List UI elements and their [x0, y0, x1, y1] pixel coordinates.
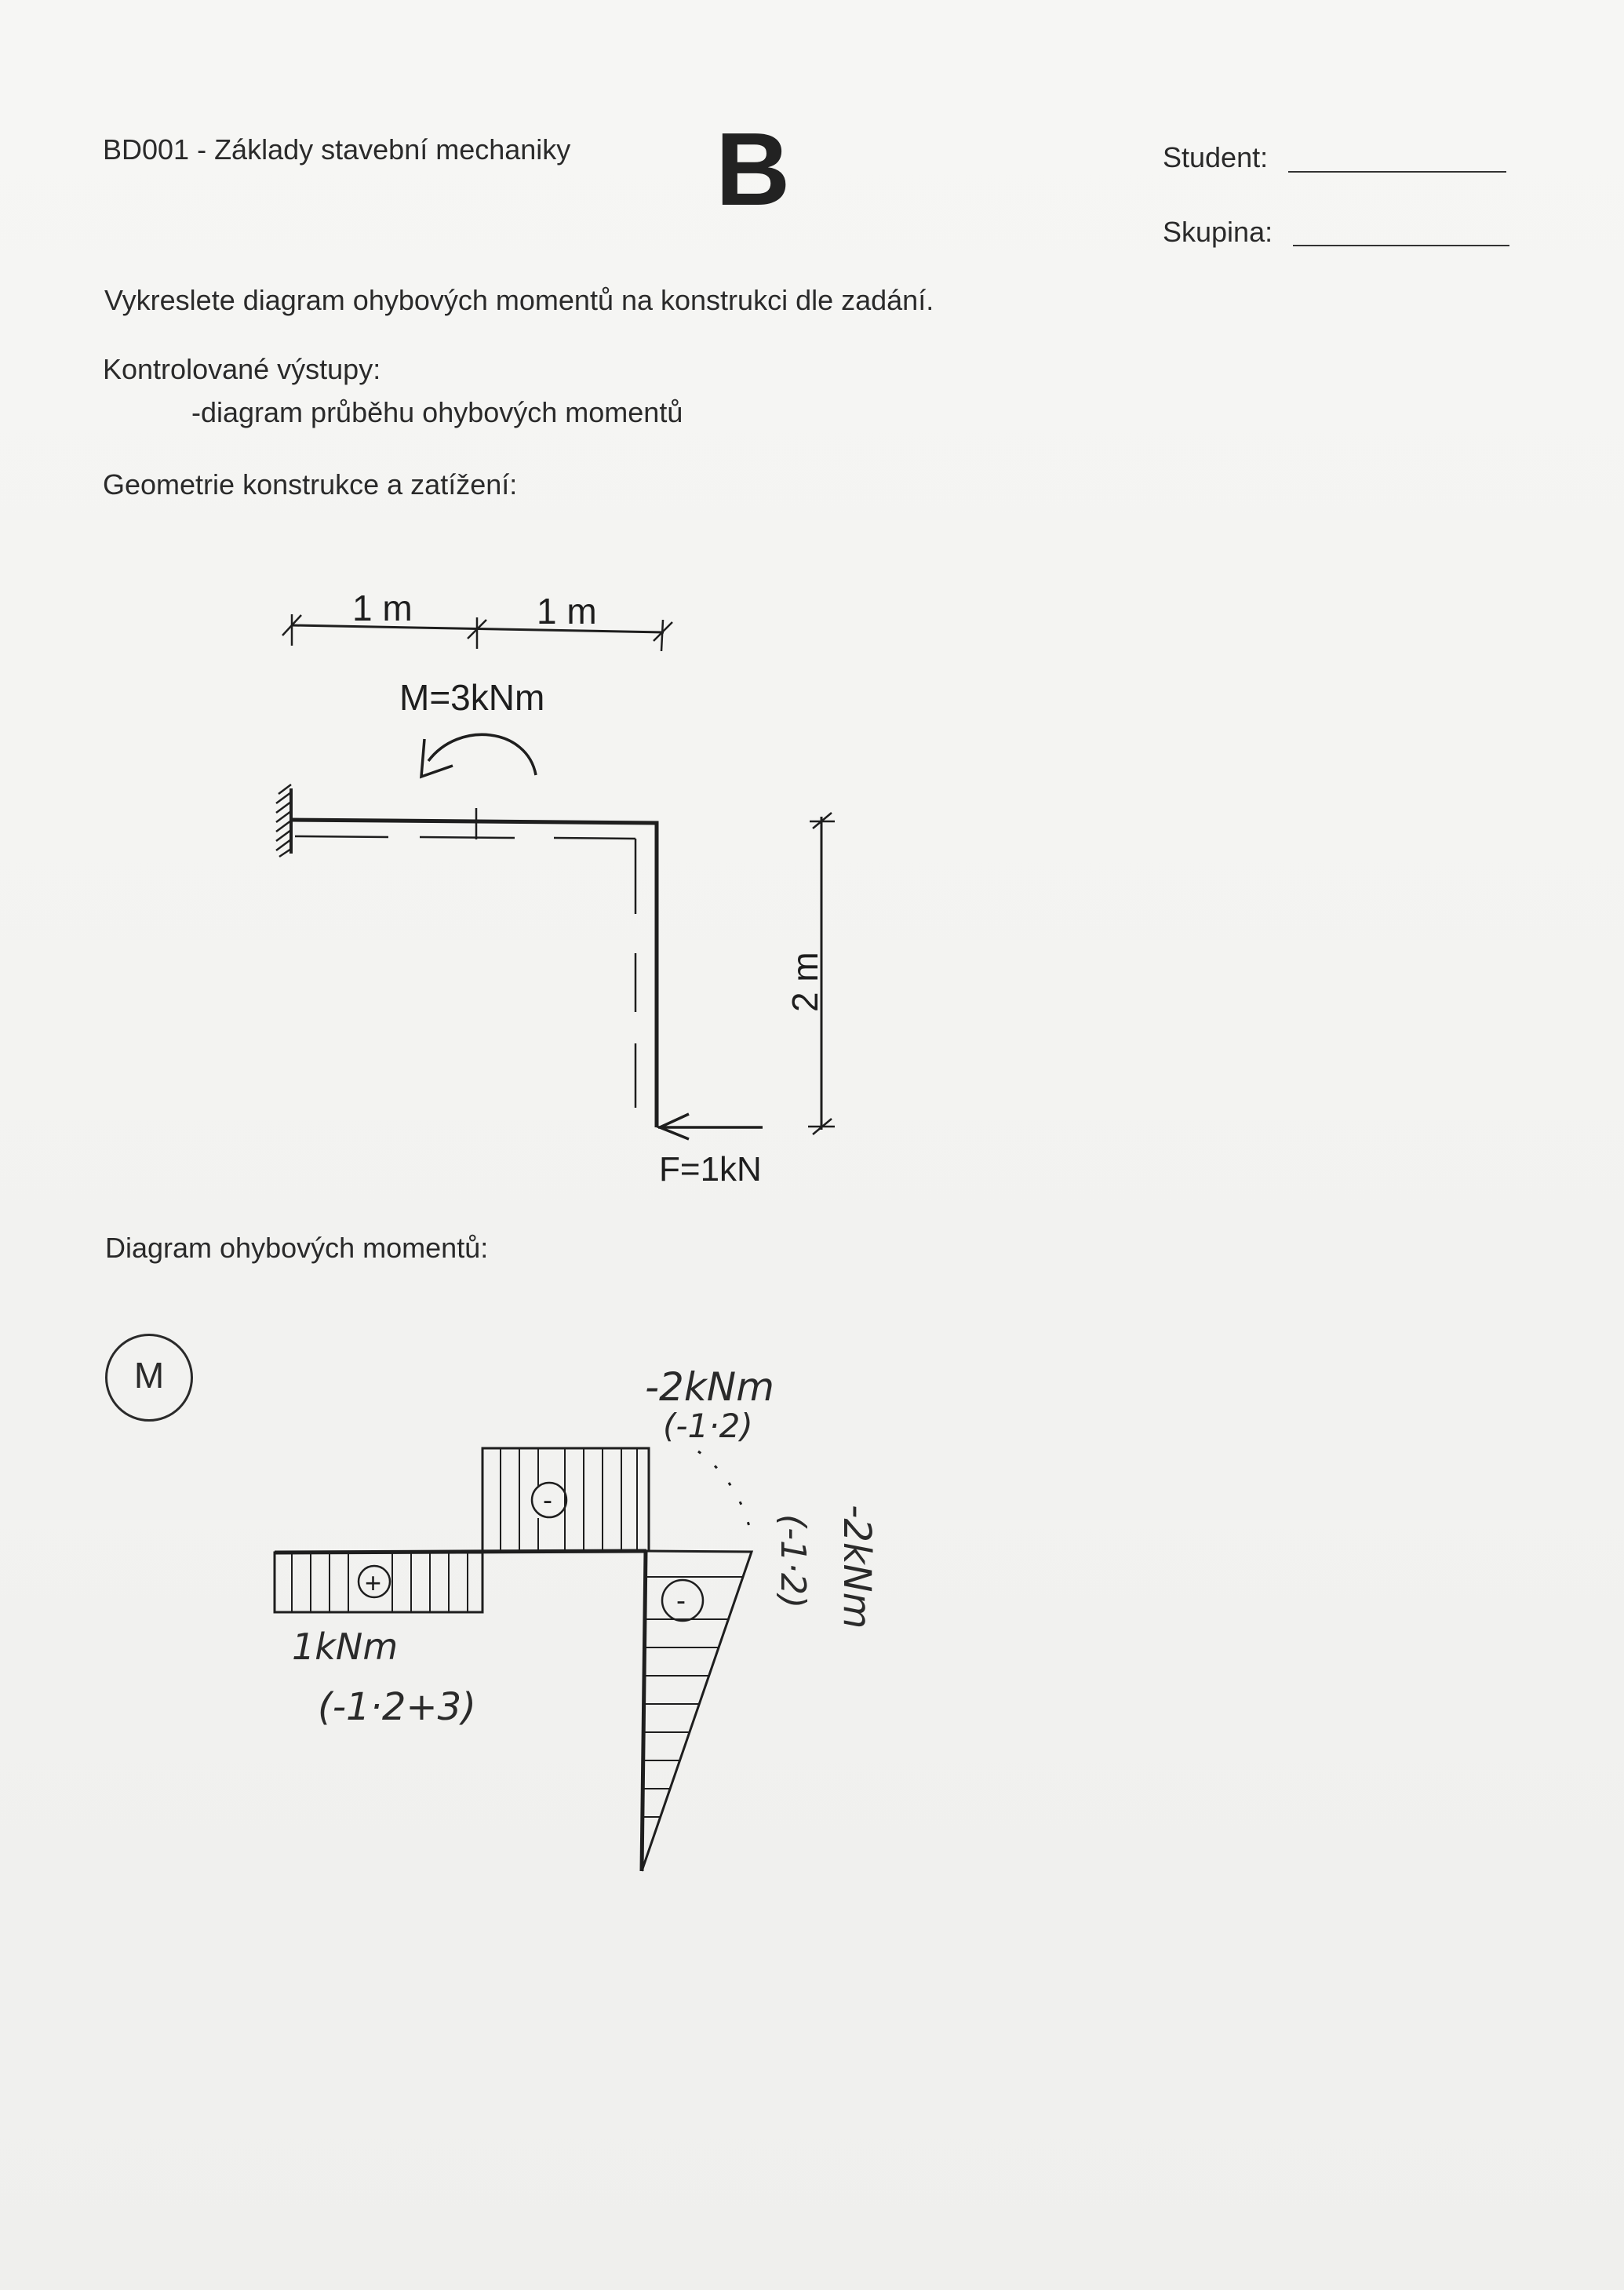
left-moment-value: 1kNm	[292, 1626, 399, 1668]
right-moment-value: -2kNm	[835, 1505, 879, 1629]
top-moment-value: -2kNm	[645, 1364, 774, 1410]
group-label-text: Skupina:	[1163, 216, 1273, 248]
task-instruction: Vykreslete diagram ohybových momentů na konstrukci dle zadání.	[104, 284, 934, 316]
corner-arc	[698, 1451, 752, 1536]
span2-label: 1 m	[537, 591, 597, 632]
diagram-heading: Diagram ohybových momentů:	[105, 1232, 489, 1264]
minus-sign-column: -	[676, 1584, 686, 1616]
outputs-heading: Kontrolované výstupy:	[103, 353, 381, 385]
force-label: F=1kN	[659, 1150, 762, 1189]
span1-label: 1 m	[352, 588, 413, 628]
moment-load-label: M=3kNm	[399, 677, 545, 718]
top-moment-calc: (-1·2)	[663, 1407, 753, 1445]
minus-sign-beam: -	[543, 1484, 552, 1516]
plus-sign: +	[365, 1567, 382, 1599]
moment-circle-label: M	[133, 1355, 165, 1396]
height-label: 2 m	[785, 952, 825, 1012]
negative-area-column	[642, 1551, 752, 1871]
geometry-heading: Geometrie konstrukce a zatížení:	[103, 468, 518, 501]
right-moment-calc: (-1·2)	[773, 1514, 813, 1609]
outputs-item: -diagram průběhu ohybových momentů	[191, 396, 683, 428]
variant-letter: B	[716, 111, 791, 227]
course-title: BD001 - Základy stavební mechaniky	[103, 133, 571, 166]
student-label-text: Student:	[1163, 141, 1269, 173]
left-moment-calc: (-1·2+3)	[318, 1685, 476, 1729]
